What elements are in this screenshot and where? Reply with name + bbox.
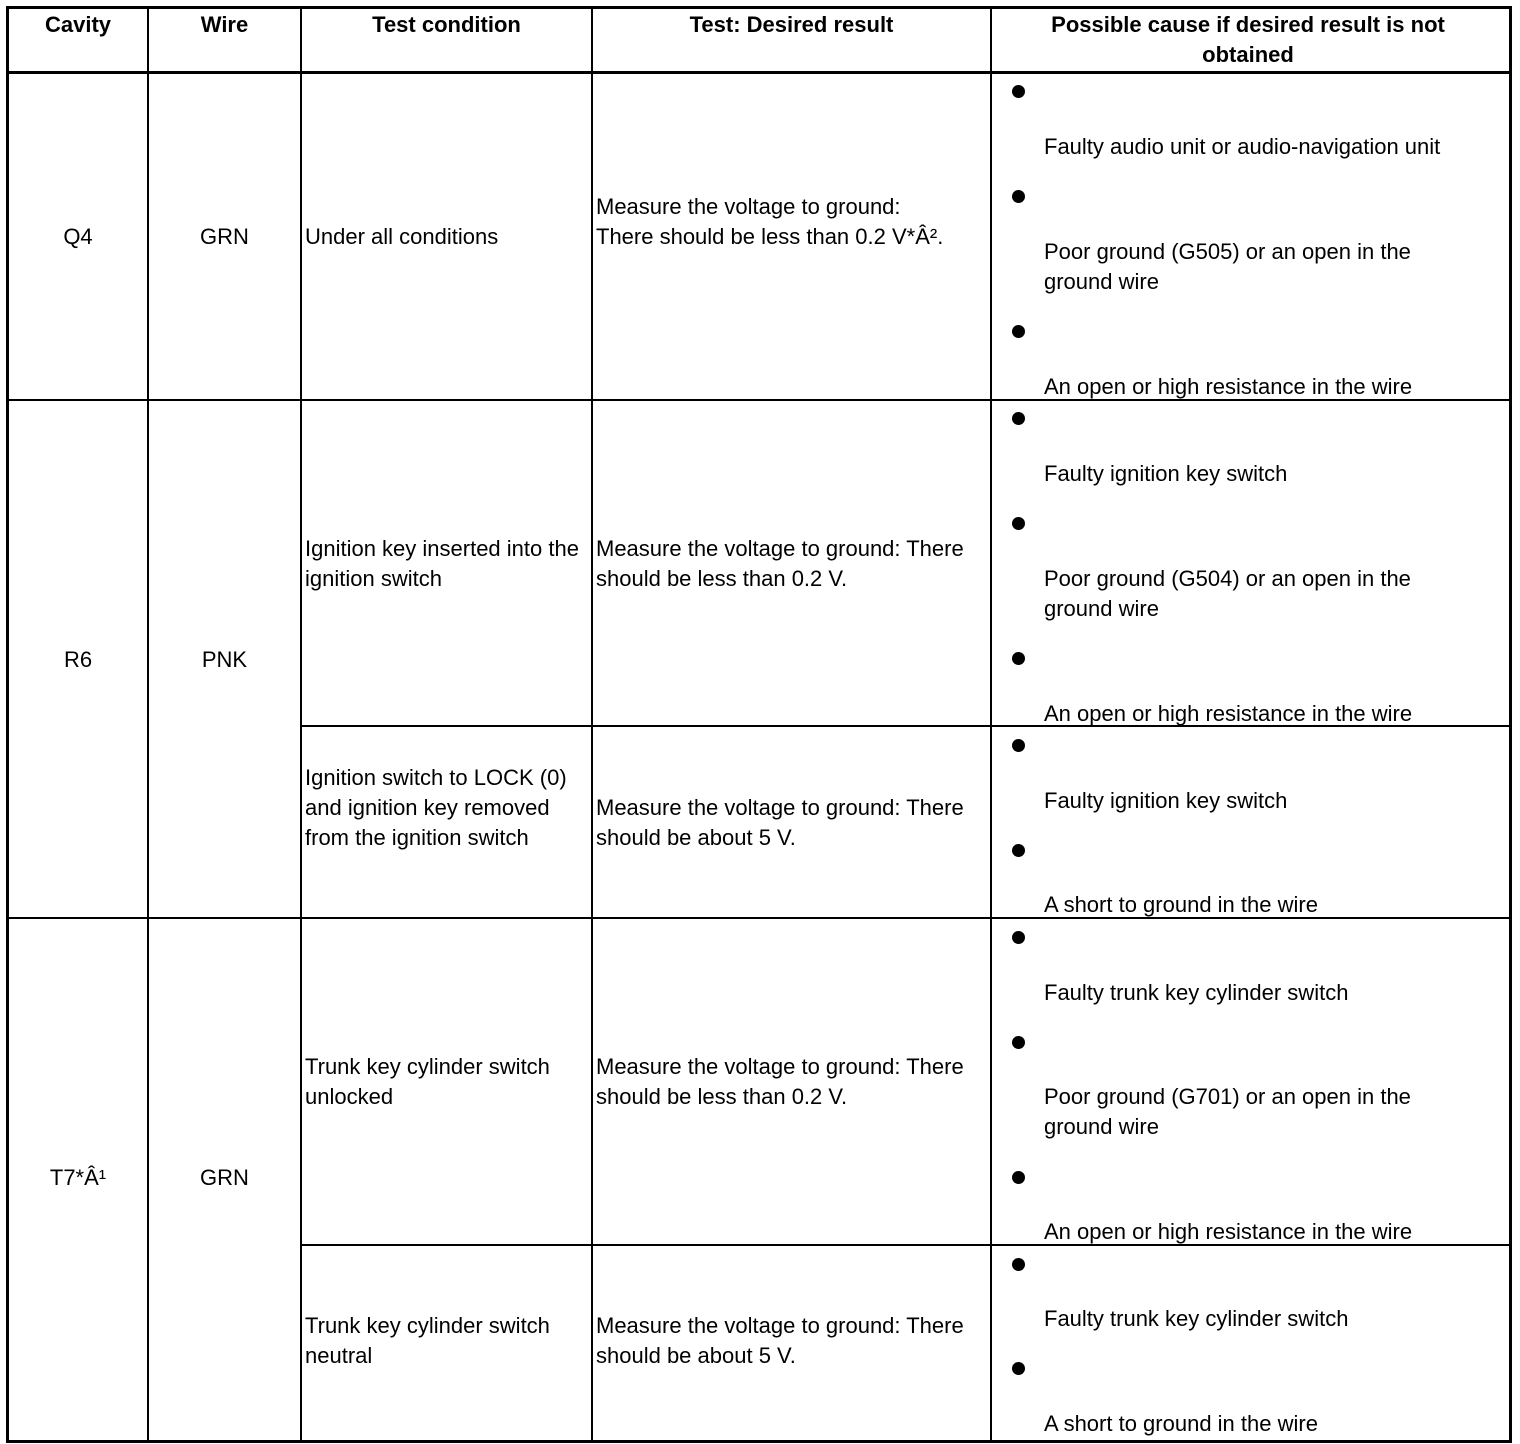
header-wire: Wire xyxy=(200,12,249,37)
bullet-icon xyxy=(1012,1362,1025,1375)
cause-item: Poor ground (G505) or an open in the ground wire xyxy=(1044,239,1411,294)
cause-item: An open or high resistance in the wire xyxy=(1044,701,1413,726)
header-desired-result: Test: Desired result xyxy=(689,12,894,37)
bullet-icon xyxy=(1012,931,1025,944)
cause-item: Faulty trunk key cylinder switch xyxy=(1044,1306,1349,1331)
bullet-icon xyxy=(1012,412,1025,425)
bullet-icon xyxy=(1012,190,1025,203)
condition-cell: Ignition key inserted into the ignition switch xyxy=(305,536,579,591)
cause-item: A short to ground in the wire xyxy=(1044,892,1318,917)
bullet-icon xyxy=(1012,517,1025,530)
cause-item: Faulty ignition key switch xyxy=(1044,461,1288,486)
cause-item: An open or high resistance in the wire xyxy=(1044,374,1413,399)
condition-cell: Under all conditions xyxy=(305,224,499,249)
wire-cell: GRN xyxy=(200,224,249,249)
cause-item: Poor ground (G701) or an open in the ground wire xyxy=(1044,1084,1411,1139)
condition-cell: Ignition switch to LOCK (0) and ignition key removed from the ignition switch xyxy=(305,765,567,850)
cause-item: Faulty trunk key cylinder switch xyxy=(1044,980,1349,1005)
bullet-icon xyxy=(1012,844,1025,857)
bullet-icon xyxy=(1012,85,1025,98)
result-cell: Measure the voltage to ground: There should be less than 0.2 V. xyxy=(596,1054,964,1109)
column-divider xyxy=(300,6,302,1440)
condition-cell: Trunk key cylinder switch neutral xyxy=(305,1313,550,1368)
cause-item: Faulty audio unit or audio-navigation unit xyxy=(1044,134,1441,159)
cause-item: Poor ground (G504) or an open in the ground wire xyxy=(1044,566,1411,621)
cavity-cell: Q4 xyxy=(63,224,93,249)
column-divider xyxy=(591,6,593,1440)
condition-cell: Trunk key cylinder switch unlocked xyxy=(305,1054,550,1109)
cavity-cell: T7*Â¹ xyxy=(49,1165,107,1190)
header-cavity: Cavity xyxy=(44,12,112,37)
header-test-condition: Test condition xyxy=(372,12,521,37)
result-cell: Measure the voltage to ground: There should be about 5 V. xyxy=(596,1313,964,1368)
wire-cell: GRN xyxy=(200,1165,249,1190)
bullet-icon xyxy=(1012,1036,1025,1049)
cause-item: An open or high resistance in the wire xyxy=(1044,1219,1413,1244)
header-possible-cause: Possible cause if desired result is not obtained xyxy=(1051,12,1445,67)
cavity-cell: R6 xyxy=(63,647,93,672)
bullet-icon xyxy=(1012,739,1025,752)
wire-cell: PNK xyxy=(201,647,248,672)
bullet-icon xyxy=(1012,1171,1025,1184)
header-divider xyxy=(6,71,1509,74)
cause-item: Faulty ignition key switch xyxy=(1044,788,1288,813)
bullet-icon xyxy=(1012,652,1025,665)
bullet-icon xyxy=(1012,1258,1025,1271)
result-cell: Measure the voltage to ground: There should be less than 0.2 V. xyxy=(596,536,964,591)
cause-item: A short to ground in the wire xyxy=(1044,1411,1318,1436)
result-cell: Measure the voltage to ground: There should be less than 0.2 V*Â². xyxy=(596,194,944,249)
result-cell: Measure the voltage to ground: There should be about 5 V. xyxy=(596,795,964,850)
bullet-icon xyxy=(1012,325,1025,338)
column-divider xyxy=(990,6,992,1440)
